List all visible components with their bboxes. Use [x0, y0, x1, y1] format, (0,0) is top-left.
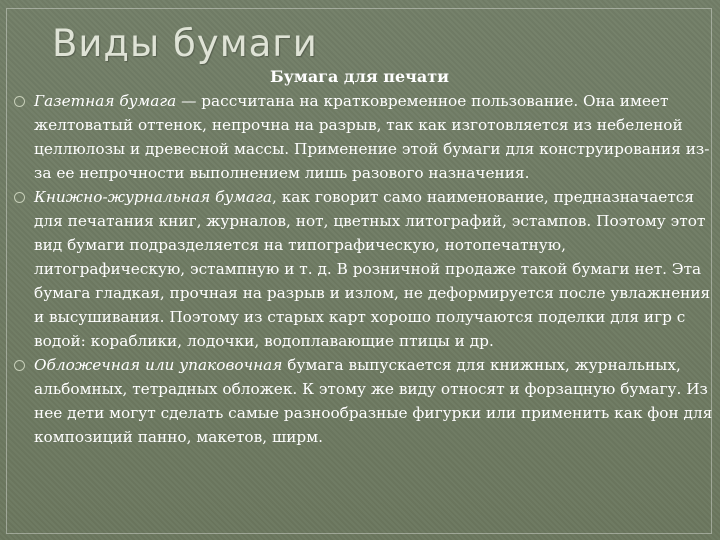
list-item [14, 353, 714, 449]
list-item [14, 185, 714, 353]
circle-bullet-icon [14, 96, 25, 107]
item-term: Книжно-журнальная бумага [34, 188, 272, 206]
list-item [14, 89, 714, 185]
page-title: Виды бумаги [52, 22, 318, 65]
item-text: — рассчитана на кратковременное пользование. Она имеет желтоватый оттенок, непрочна на разрыв, так как изготовляется из небеленой целлюлозы и древесной массы. Применение этой бумаги для конструирования из-за ее непрочности выполнением лишь разового назначения. [34, 92, 710, 182]
item-text: бумага выпускается для книжных, журнальных, альбомных, тетрадных обложек. К этому же виду относят и форзацную бумагу. Из нее дети могут сделать самые разнообразные фигурки или применить как фон для композиций панно, макетов, ширм. [34, 356, 713, 446]
circle-bullet-icon [14, 192, 25, 203]
item-text: , как говорит само наименование, предназначается для печатания книг, журналов, нот, цветных литографий, эстампов. Поэтому этот вид бумаги подразделяется на типографическую, нотопечатную, литографическую, эстампную и т. д. В розничной продаже такой бумаги нет. Эта бумага гладкая, прочная на разрыв и излом, не деформируется после увлажнения и высушивания. Поэтому из старых карт хорошо получаются поделки для игр с водой: кораблики, лодочки, водоплавающие птицы и др. [34, 188, 711, 350]
item-term: Обложечная или упаковочная [34, 356, 283, 374]
section-subtitle: Бумага для печати [270, 67, 450, 86]
circle-bullet-icon [14, 360, 25, 371]
item-term: Газетная бумага [34, 92, 177, 110]
bullet-list [14, 89, 714, 449]
